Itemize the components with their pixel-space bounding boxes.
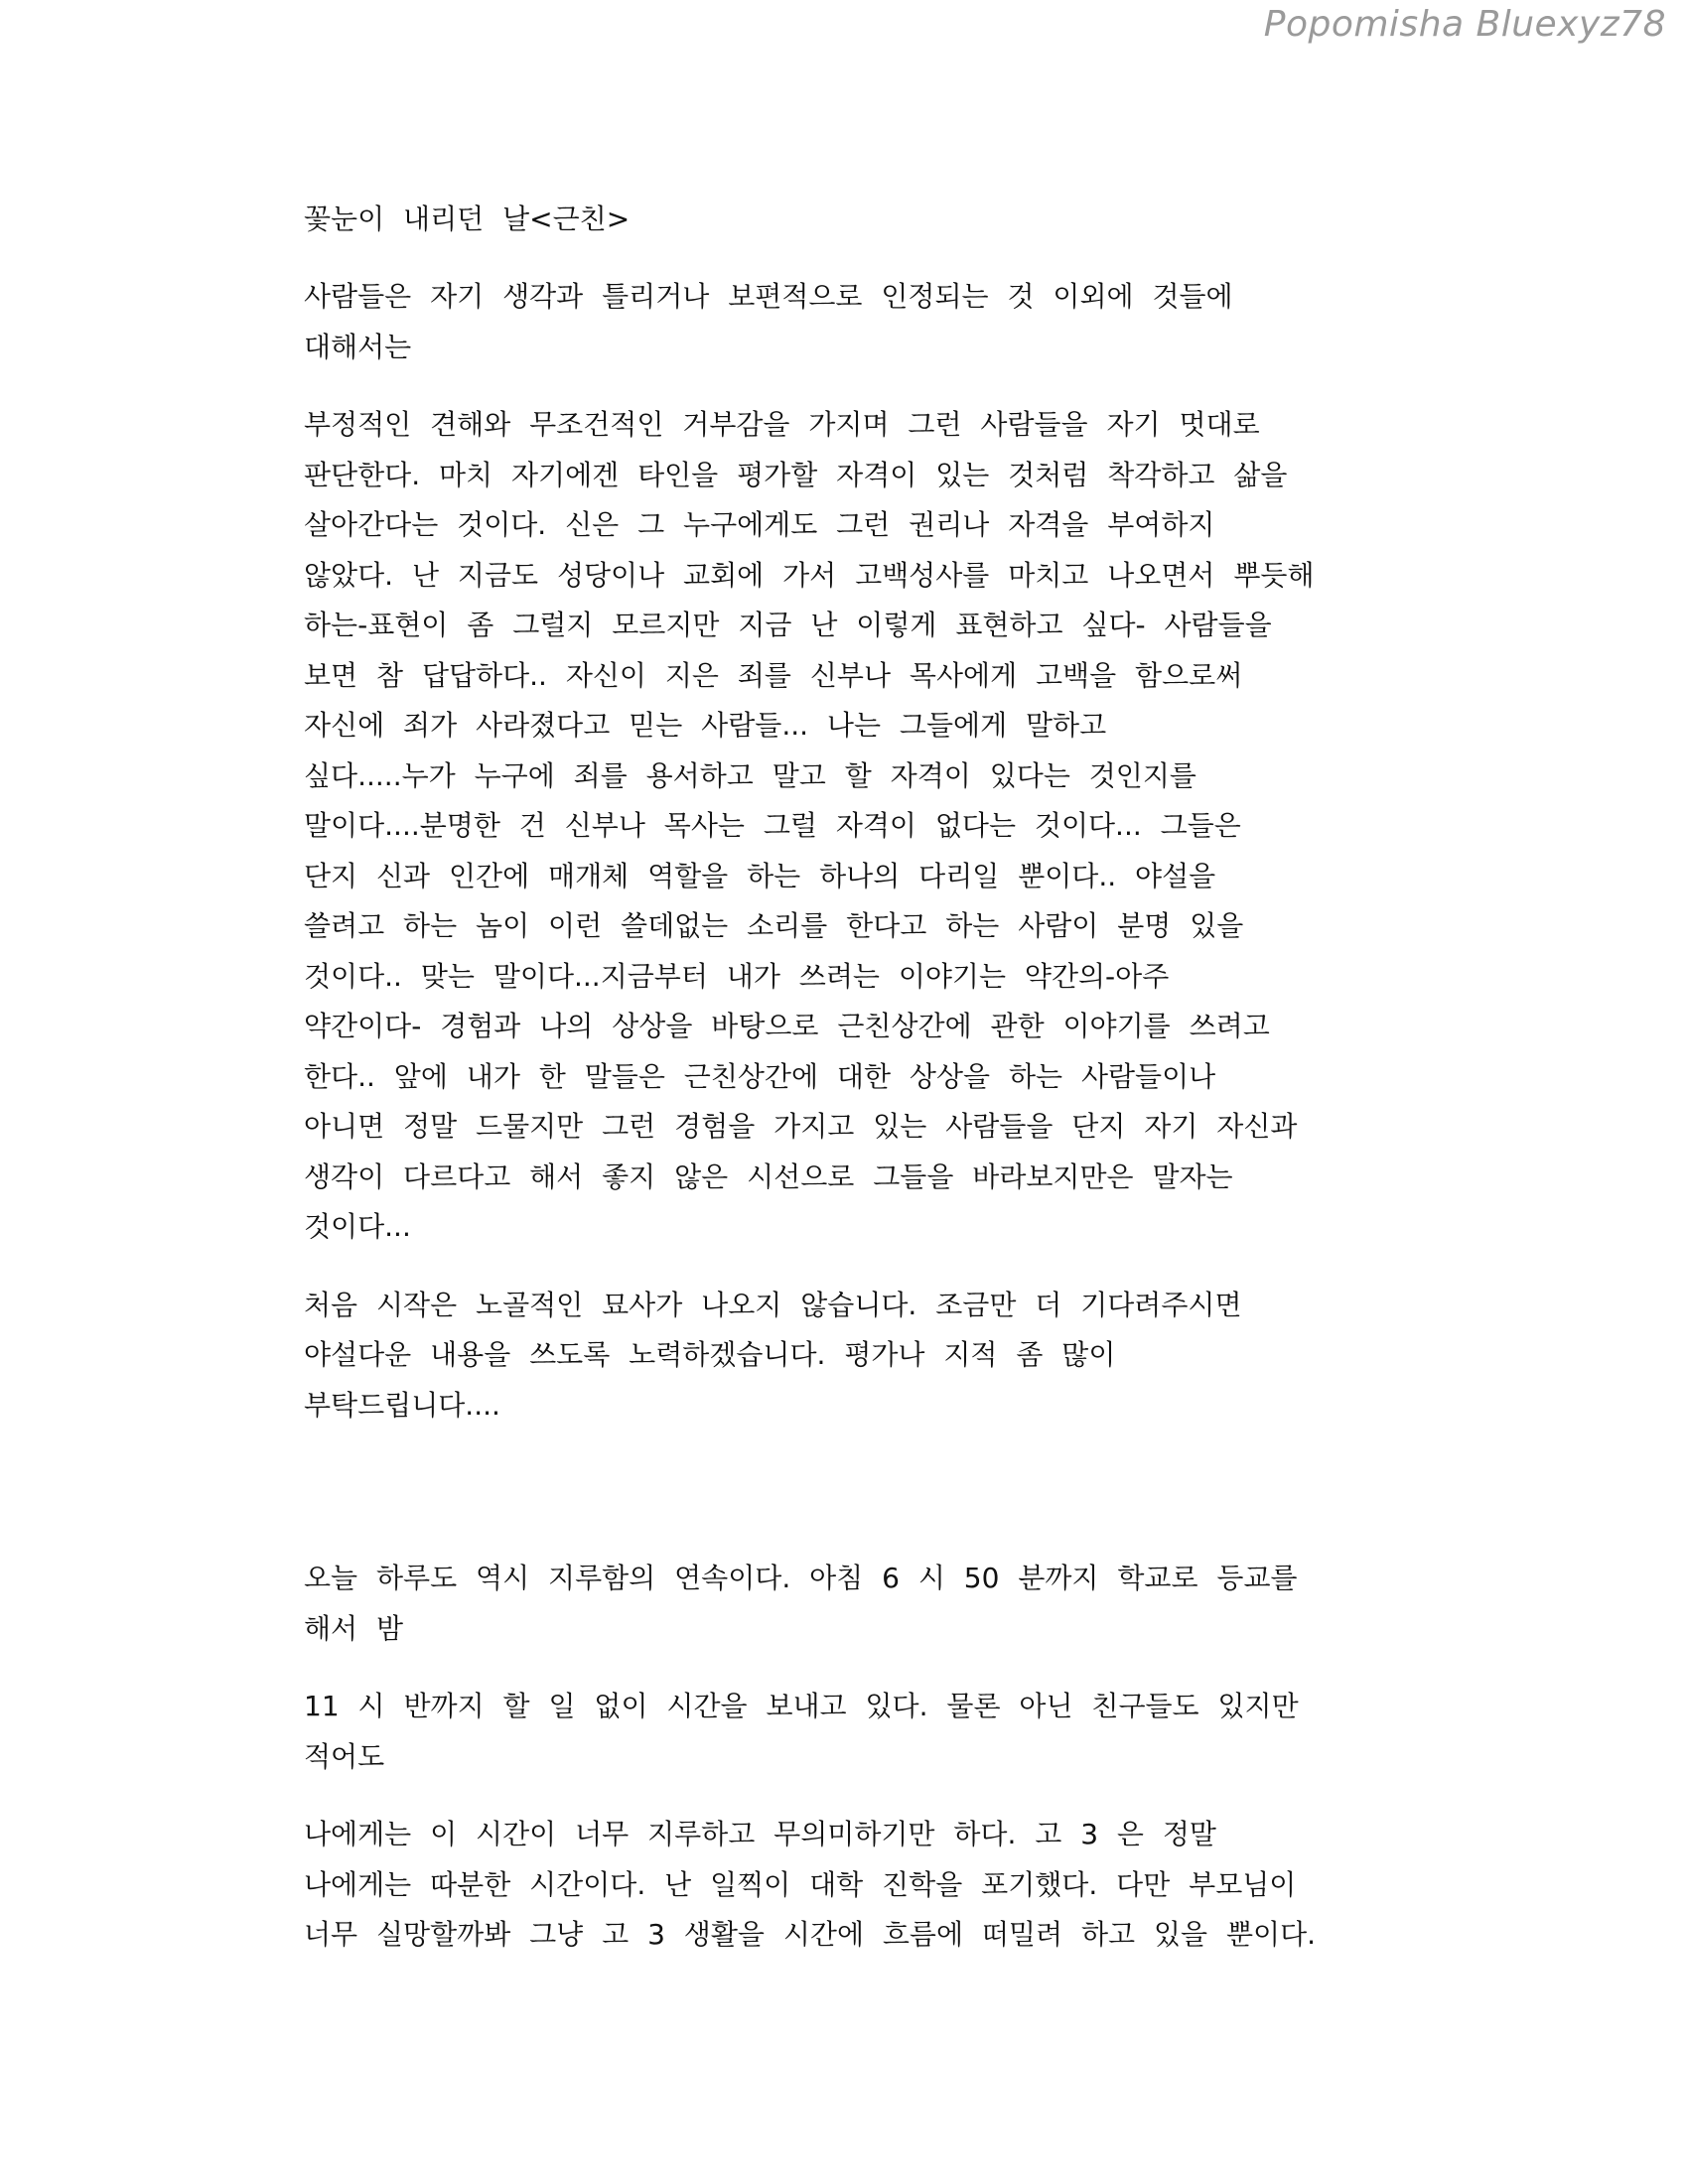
text-line: 생각이 다르다고 해서 좋지 않은 시선으로 그들을 바라보지만은 말자는 <box>304 1160 1233 1193</box>
intro-paragraph-1 <box>304 272 1426 372</box>
text-line: 판단한다. 마치 자기에겐 타인을 평가할 자격이 있는 것처럼 착각하고 삶을 <box>304 458 1288 491</box>
text-line: 사람들은 자기 생각과 틀리거나 보편적으로 인정되는 것 이외에 것들에 <box>304 280 1233 313</box>
section-gap <box>304 1458 1426 1554</box>
story-paragraph-3 <box>304 1810 1426 1961</box>
text-line: 않았다. 난 지금도 성당이나 교회에 가서 고백성사를 마치고 나오면서 뿌듯해 <box>304 558 1315 592</box>
text-line: 부탁드립니다.... <box>304 1388 500 1422</box>
text-line: 아니면 정말 드물지만 그런 경험을 가지고 있는 사람들을 단지 자기 자신과 <box>304 1110 1298 1143</box>
text-line: 것이다... <box>304 1210 411 1243</box>
intro-paragraph-3 <box>304 1281 1426 1432</box>
text-line: 너무 실망할까봐 그냥 고 3 생활을 시간에 흐름에 떠밀려 하고 있을 뿐이다. <box>304 1918 1317 1951</box>
story-paragraph-2 <box>304 1682 1426 1782</box>
text-line: 한다.. 앞에 내가 한 말들은 근친상간에 대한 상상을 하는 사람들이나 <box>304 1059 1216 1093</box>
text-line: 처음 시작은 노골적인 묘사가 나오지 않습니다. 조금만 더 기다려주시면 <box>304 1288 1242 1321</box>
document-body <box>304 195 1426 1988</box>
text-line: 싶다.....누가 누구에 죄를 용서하고 말고 할 자격이 있다는 것인지를 <box>304 758 1196 792</box>
text-line: 쓸려고 하는 놈이 이런 쓸데없는 소리를 한다고 하는 사람이 분명 있을 <box>304 909 1244 942</box>
text-line: 말이다....분명한 건 신부나 목사는 그럴 자격이 없다는 것이다... 그들은 <box>304 809 1241 842</box>
text-line: 것이다.. 맞는 말이다...지금부터 내가 쓰려는 이야기는 약간의-아주 <box>304 959 1170 993</box>
text-line: 오늘 하루도 역시 지루함의 연속이다. 아침 6 시 50 분까지 학교로 등교를 <box>304 1562 1298 1594</box>
text-line: 약간이다- 경험과 나의 상상을 바탕으로 근친상간에 관한 이야기를 쓰려고 <box>304 1010 1270 1042</box>
text-line: 적어도 <box>304 1739 385 1773</box>
text-line: 자신에 죄가 사라졌다고 믿는 사람들... 나는 그들에게 말하고 <box>304 709 1107 742</box>
watermark-text: Popomisha Bluexyz78 <box>1263 4 1666 45</box>
text-line: 11 시 반까지 할 일 없이 시간을 보내고 있다. 물론 아닌 친구들도 있지만 <box>304 1690 1299 1722</box>
text-line: 대해서는 <box>304 330 412 363</box>
text-line: 해서 밤 <box>304 1611 404 1645</box>
text-line: 단지 신과 인간에 매개체 역할을 하는 하나의 다리일 뿐이다.. 야설을 <box>304 859 1216 892</box>
text-line: 나에게는 이 시간이 너무 지루하고 무의미하기만 하다. 고 3 은 정말 <box>304 1818 1216 1850</box>
document-title: 꽃눈이 내리던 날<근친> <box>304 203 631 235</box>
text-line: 하는-표현이 좀 그럴지 모르지만 지금 난 이렇게 표현하고 싶다- 사람들을 <box>304 609 1272 641</box>
intro-paragraph-2 <box>304 400 1426 1253</box>
text-line: 나에게는 따분한 시간이다. 난 일찍이 대학 진학을 포기했다. 다만 부모님이 <box>304 1867 1297 1901</box>
text-line: 살아간다는 것이다. 신은 그 누구에게도 그런 권리나 자격을 부여하지 <box>304 508 1215 541</box>
story-paragraph-1 <box>304 1554 1426 1654</box>
text-line: 부정적인 견해와 무조건적인 거부감을 가지며 그런 사람들을 자기 멋대로 <box>304 408 1260 441</box>
text-line: 보면 참 답답하다.. 자신이 지은 죄를 신부나 목사에게 고백을 함으로써 <box>304 658 1243 692</box>
text-line: 야설다운 내용을 쓰도록 노력하겠습니다. 평가나 지적 좀 많이 <box>304 1338 1116 1371</box>
